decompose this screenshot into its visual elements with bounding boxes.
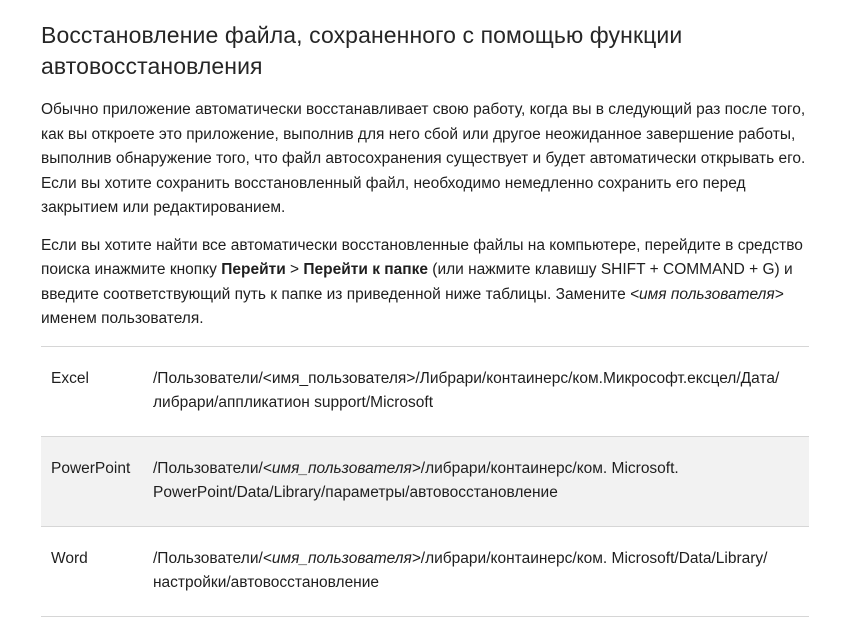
folder-path — [153, 436, 809, 526]
app-name: Excel — [51, 369, 89, 387]
path-text: /Пользователи/ — [153, 549, 263, 567]
username-placeholder: <имя пользователя> — [630, 285, 784, 303]
page-title: Восстановление файла, сохраненного с помощью функции автовосстановления — [41, 22, 683, 79]
app-name: PowerPoint — [51, 459, 131, 477]
instructions-text-3: именем пользователя. — [41, 310, 204, 327]
table-row — [41, 346, 809, 436]
app-name: Word — [51, 549, 88, 567]
intro-paragraph: Обычно приложение автоматически восстанавливает свою работу, когда вы в следующий раз после того, как вы откроете это приложение, выполнив для него сбой или другое неожиданное завершение работы, выполнив обнаружение того, что файл автосохранения существует и будет автоматически открывать его. Если вы хотите сохранить восстановленный файл, необходимо немедленно сохранить его перед закрытием или редактированием. — [41, 101, 806, 216]
table-row — [41, 436, 809, 526]
autorecover-paths-table — [41, 346, 809, 617]
table-row — [41, 526, 809, 616]
path-text-end: /либрари/контаинерс/ком. Microsoft/Data/Library/настройки/автовосстановление — [153, 549, 768, 591]
go-to-folder-label: Перейти к папке — [303, 261, 428, 278]
instructions-text-2: (или нажмите клавишу SHIFT + COMMAND + G) и введите соответствующий путь к папке из приведенной ниже таблицы. Замените — [41, 261, 793, 303]
folder-path — [153, 346, 809, 436]
instructions-paragraph — [41, 234, 808, 332]
path-text-end: /либрари/контаинерс/ком. Microsoft. PowerPoint/Data/Library/параметры/автовосстановление — [153, 459, 679, 501]
menu-separator: > — [285, 261, 304, 278]
path-username: <имя_пользователя> — [262, 459, 421, 477]
instructions-text-1: Если вы хотите найти все автоматически восстановленные файлы на компьютере, перейдите в средство поиска инажмите кнопку — [41, 236, 803, 278]
path-text: /Пользователи/ — [153, 459, 263, 477]
folder-path — [153, 526, 809, 616]
path-text: /Пользователи/<имя_пользователя>/Либрари/контаинерс/ком.Микрософт.ексцел/Дата/либрари/аппликатион support/Microsoft — [153, 369, 780, 411]
path-username: <имя_пользователя> — [262, 549, 421, 567]
go-menu-label: Перейти — [221, 261, 286, 278]
